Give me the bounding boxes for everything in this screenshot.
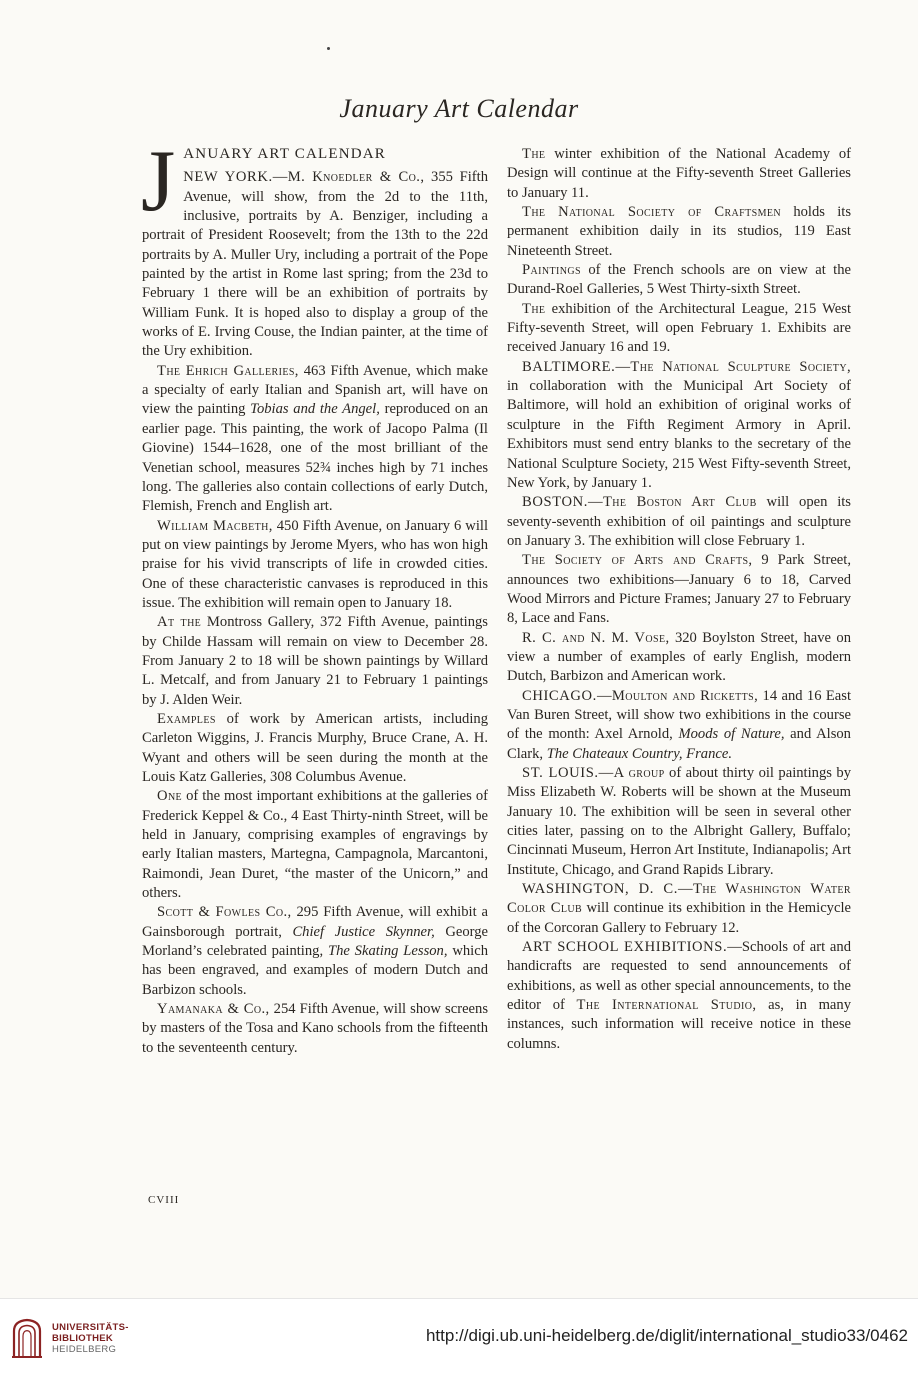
- paragraph-durand-roel: Paintings of the French schools are on view at the Durand-Roel Galleries, 5 West Thirty-sixth Street.: [507, 262, 851, 298]
- library-footer: [0, 1298, 918, 1375]
- paragraph-chicago: CHICAGO.—Moulton and Ricketts, 14 and 16 East Van Buren Street, will show two exhibitions in the course of the month: Axel Arnold, Moods of Nature, and Alson Clark, The Chateaux Country, France.: [507, 687, 851, 762]
- paragraph-washington: WASHINGTON, D. C.—The Washington Water Color Club will continue its exhibition in the Hemicycle of the Corcoran Gallery to February 12.: [507, 881, 851, 936]
- paragraph-art-school: ART SCHOOL EXHIBITIONS.—Schools of art and handicrafts are requested to send announcements of exhibitions, as well as other special announcements, to the editor of The International Studio, as, in many instances, such information will receive notice in these columns.: [507, 939, 851, 1052]
- paragraph-ehrich: The Ehrich Galleries, 463 Fifth Avenue, which make a specialty of early Italian and Spanish art, will have on view the painting Tobias and the Angel, reproduced on an earlier page. This painting, the work of Jacopo Palma (Il Giovine) 1544–1628, one of the most brilliant of the Venetian school, measures 52¾ inches high by 71 inches long. The galleries also contain collections of early Dutch, Flemish, French and English art.: [142, 362, 489, 515]
- library-name: UNIVERSITÄTS- BIBLIOTHEK HEIDELBERG: [52, 1322, 129, 1355]
- city-heading-new-york: NEW YORK.: [183, 169, 273, 186]
- city-heading-boston: BOSTON.: [522, 494, 588, 511]
- page-number: CVIII: [148, 1194, 180, 1206]
- city-heading-washington: WASHINGTON, D. C.: [522, 881, 679, 898]
- heading-art-school: ART SCHOOL EXHIBITIONS.: [522, 939, 728, 956]
- city-heading-st-louis: ST. LOUIS.: [522, 765, 599, 781]
- paragraph-new-york: J ANUARY ART CALENDAR NEW YORK.—M. Knoedler & Co., 355 Fifth Avenue, will show, from the 2d to the 11th, inclusive, portraits by A. Benziger, including a portrait of President Roosevelt; from the 13th to the 22d portraits by A. Muller Ury, including a portrait of the Pope painted by the artist in Rome last spring; from the 23d to February 1 there will be an exhibition of portraits by William Funk. It is hoped also to display a group of the works of E. Irving Couse, the Indian painter, at the time of the Ury exhibition.: [141, 133, 488, 360]
- paragraph-baltimore: BALTIMORE.—The National Sculpture Society, in collaboration with the Municipal Art Society of Baltimore, will hold an exhibition of original works of sculpture in the Fifth Regiment Armory in April. Exhibitors must send entry blanks to the secretary of the National Sculpture Society, 215 West Fifty-seventh Street, New York, by January 1.: [507, 358, 851, 491]
- paragraph-arts-crafts: The Society of Arts and Crafts, 9 Park Street, announces two exhibitions—January 6 to 18, Carved Wood Mirrors and Picture Frames; January 27 to February 8, Lace and Fans.: [507, 552, 851, 627]
- paragraph-keppel: One of the most important exhibitions at the galleries of Frederick Keppel & Co., 4 East Thirty-ninth Street, will be held in January, comprising examples of engravings by early Italian masters, Martegna, Campagnola, Marcantoni, Raimondi, Jean Duret, “the master of the Unicorn,” and others.: [142, 788, 488, 902]
- article-heading: ANUARY ART CALENDAR: [183, 146, 386, 162]
- drop-cap: J: [141, 133, 176, 230]
- paragraph-macbeth: William Macbeth, 450 Fifth Avenue, on January 6 will put on view paintings by Jerome Myers, who has won high praise for his vivid transcripts of life in crowded cities. One of these characteristic canvases is reproduced in this issue. The exhibition will remain open to January 18.: [142, 517, 488, 611]
- paragraph-vose: R. C. and N. M. Vose, 320 Boylston Street, have on view a number of examples of early English, modern Dutch, Barbizon and American work.: [507, 629, 852, 685]
- paragraph-architectural-league: The exhibition of the Architectural League, 215 West Fifty-seventh Street, will open February 1. Exhibits are received January 16 and 19.: [507, 300, 851, 356]
- paragraph-craftsmen: The National Society of Craftsmen holds its permanent exhibition daily in its studios, 119 East Nineteenth Street.: [507, 204, 851, 259]
- paragraph-montross: At the Montross Gallery, 372 Fifth Avenue, paintings by Childe Hassam will remain on view to December 28. From January 2 to 18 will be shown paintings by Willard L. Metcalf, and from January 21 to February 1 paintings by J. Alden Weir.: [142, 614, 488, 708]
- right-column: [507, 145, 851, 1054]
- paragraph-scott-fowles: Scott & Fowles Co., 295 Fifth Avenue, will exhibit a Gainsborough portrait, Chief Justice Skynner, George Morland’s celebrated painting, The Skating Lesson, which has been engraved, and examples of modern Dutch and Barbizon schools.: [142, 904, 489, 998]
- paragraph-st-louis: ST. LOUIS.—A group of about thirty oil paintings by Miss Elizabeth W. Roberts will be shown at the Museum January 10. The exhibition will be seen in several other cities later, passing on to the Albright Gallery, Buffalo; Cincinnati Museum, Herron Art Institute, Indianapolis; Art Institute, Chicago, and Grand Rapids Library.: [507, 765, 851, 878]
- city-heading-chicago: CHICAGO.: [522, 687, 597, 704]
- source-url-link[interactable]: http://digi.ub.uni-heidelberg.de/diglit/international_studio33/0462: [425, 1326, 908, 1345]
- paragraph-boston: BOSTON.—The Boston Art Club will open its seventy-seventh exhibition of oil paintings and sculpture on January 3. The exhibition will close February 1.: [507, 494, 851, 549]
- paragraph-yamanaka: Yamanaka & Co., 254 Fifth Avenue, will show screens by masters of the Tosa and Kano schools from the fifteenth to the seventeenth century.: [142, 1001, 488, 1056]
- library-logo-icon: [10, 1317, 44, 1359]
- left-column: [141, 133, 489, 1058]
- city-heading-baltimore: BALTIMORE.: [522, 358, 616, 375]
- paragraph-katz: Examples of work by American artists, including Carleton Wiggins, J. Francis Murphy, Bruce Crane, A. H. Wyant and others will be seen during the month at the Louis Katz Galleries, 308 Columbus Avenue.: [142, 710, 488, 785]
- paragraph-national-academy: The winter exhibition of the National Academy of Design will continue at the Fifty-seventh Street Galleries to January 11.: [507, 146, 851, 201]
- print-mark: [327, 47, 330, 50]
- running-title: January Art Calendar: [339, 94, 579, 123]
